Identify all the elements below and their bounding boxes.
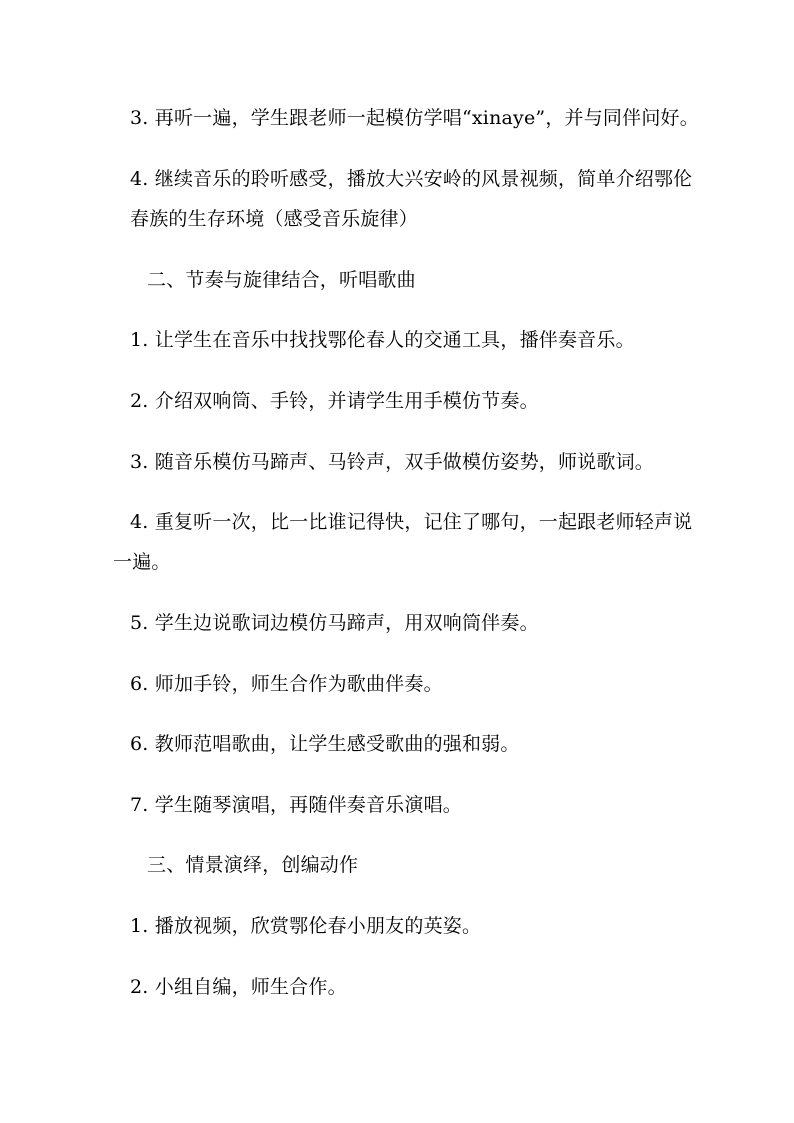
section-2-step-6b: 6. 教师范唱歌曲，让学生感受歌曲的强和弱。 bbox=[130, 733, 520, 755]
step-3-listen-again: 3. 再听一遍，学生跟老师一起模仿学唱“xinaye”，并与同伴问好。 bbox=[130, 107, 699, 129]
section-2-step-4: 4. 重复听一次，比一比谁记得快，记住了哪句，一起跟老师轻声说 bbox=[130, 511, 693, 533]
section-2-step-2: 2. 介绍双响筒、手铃，并请学生用手模仿节奏。 bbox=[130, 390, 539, 412]
section-3-step-1: 1. 播放视频，欣赏鄂伦春小朋友的英姿。 bbox=[130, 915, 482, 937]
section-3-heading: 三、情景演绎，创编动作 bbox=[147, 854, 359, 876]
section-2-step-6a: 6. 师加手铃，师生合作为歌曲伴奏。 bbox=[130, 673, 443, 695]
section-2-step-7: 7. 学生随琴演唱，再随伴奏音乐演唱。 bbox=[130, 794, 462, 816]
section-2-step-1: 1. 让学生在音乐中找找鄂伦春人的交通工具，播伴奏音乐。 bbox=[130, 329, 635, 351]
step-4-continue-listening: 4. 继续音乐的聆听感受，播放大兴安岭的风景视频，简单介绍鄂伦 bbox=[130, 168, 693, 190]
section-2-step-3: 3. 随音乐模仿马蹄声、马铃声，双手做模仿姿势，师说歌词。 bbox=[130, 451, 654, 473]
section-2-step-5: 5. 学生边说歌词边模仿马蹄声，用双响筒伴奏。 bbox=[130, 612, 539, 634]
section-2-heading: 二、节奏与旋律结合，听唱歌曲 bbox=[147, 269, 416, 291]
section-3-step-2: 2. 小组自编，师生合作。 bbox=[130, 976, 347, 998]
section-2-step-4-continuation: 一遍。 bbox=[113, 551, 171, 573]
step-4-continuation: 春族的生存环境（感受音乐旋律） bbox=[130, 208, 419, 230]
